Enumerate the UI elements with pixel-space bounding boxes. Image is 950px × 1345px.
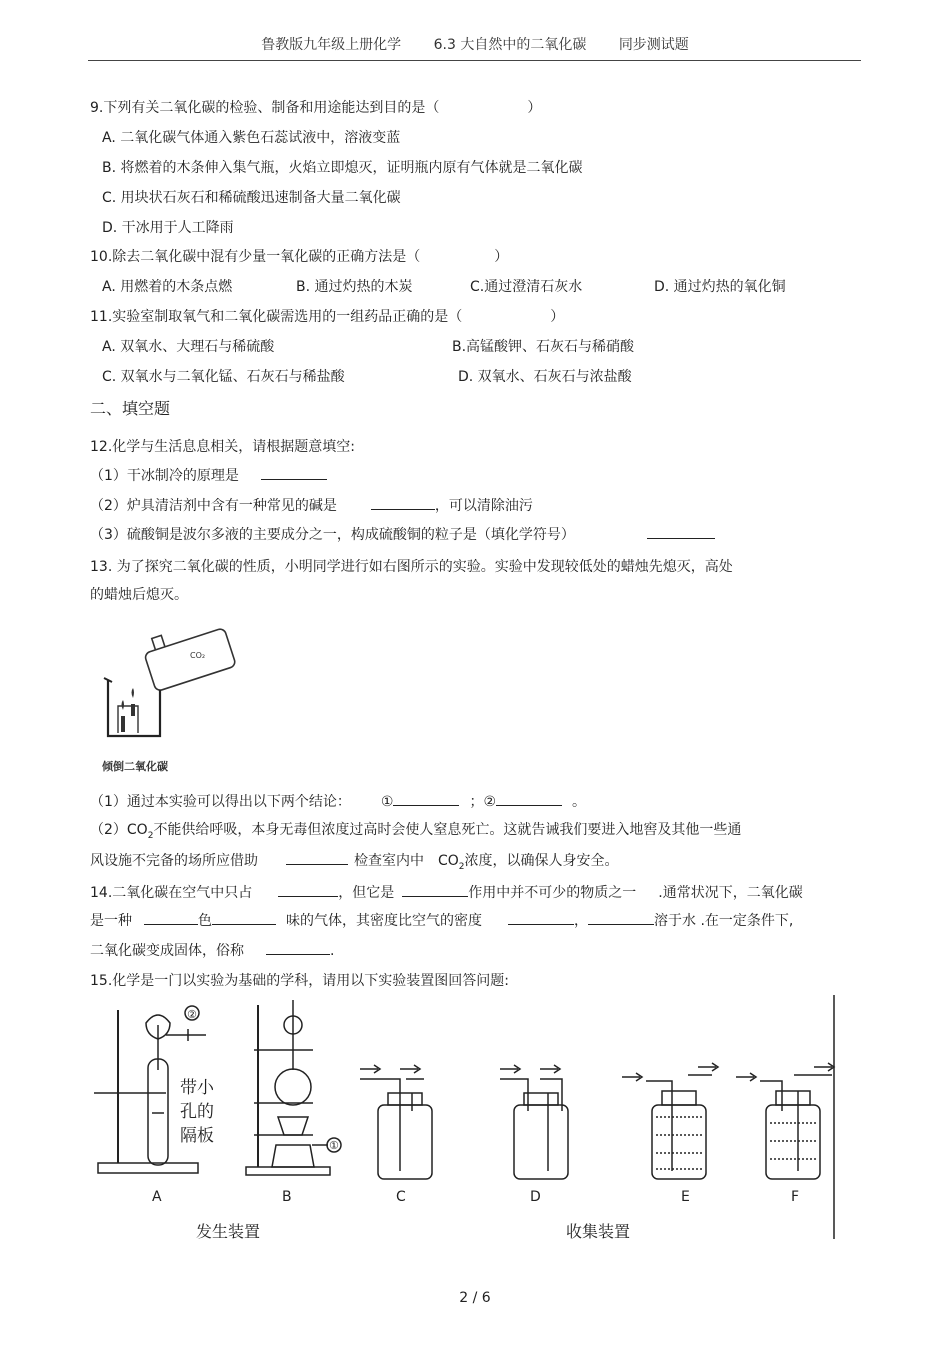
page-number: 2 / 6: [459, 1290, 491, 1306]
q13-co2-text: （2）CO: [90, 822, 148, 838]
q9-stem-text: 9.下列有关二氧化碳的检验、制备和用途能达到目的是（: [90, 100, 440, 116]
q11-stem-text: 11.实验室制取氧气和二氧化碳需选用的一组药品正确的是（: [90, 309, 463, 325]
q12-part3: [90, 524, 715, 545]
apparatus-f: [736, 1063, 834, 1179]
q13-line1: 13. 为了探究二氧化碳的性质，小明同学进行如右图所示的实验。实验中发现较低处的蜡烛先熄灭，高处: [90, 559, 733, 575]
label-a: A: [152, 1189, 162, 1205]
q14-blank-5[interactable]: [508, 910, 574, 925]
q12-part1-text: （1）干冰制冷的原理是: [90, 468, 239, 484]
q15-stem: 15.化学是一门以实验为基础的学科，请用以下实验装置图回答问题:: [90, 973, 509, 989]
q10-close: ）: [494, 249, 509, 265]
label-e: E: [681, 1189, 690, 1205]
label-c: C: [396, 1189, 406, 1205]
header-divider: [88, 60, 861, 61]
q9-option-b: B. 将燃着的木条伸入集气瓶，火焰立即熄灭，证明瓶内原有气体就是二氧化碳: [102, 160, 583, 176]
q14-l2-comma: ，: [574, 913, 588, 929]
apparatus-e: [622, 1063, 718, 1179]
board-label-2: 孔的: [180, 1102, 214, 1122]
q14-blank-6[interactable]: [588, 910, 654, 925]
q13-part2: [90, 820, 741, 846]
q10-stem-text: 10.除去二氧化碳中混有少量一氧化碳的正确方法是（: [90, 249, 421, 265]
q13-part2-text: 不能供给呼吸，本身无毒但浓度过高时会使人窒息死亡。这就告诫我们要进入地窖及其他一些通: [153, 822, 742, 838]
q9-stem: [90, 98, 541, 118]
q11-option-b: B.高锰酸钾、石灰石与稀硝酸: [452, 339, 635, 355]
apparatus-b: [246, 1000, 341, 1175]
q14-blank-1[interactable]: [278, 882, 338, 897]
q9-close: ）: [527, 100, 542, 116]
q12-blank-3[interactable]: [647, 524, 715, 539]
q12-part3-text: （3）硫酸铜是波尔多液的主要成分之一，构成硫酸铜的粒子是（填化学符号）: [90, 527, 575, 543]
q12-part2-text: （2）炉具清洁剂中含有一种常见的碱是: [90, 498, 337, 514]
q13-figure-co2-label: CO₂: [190, 651, 206, 660]
q13-circle-1: ①: [380, 794, 394, 810]
q12-part2-tail: ，可以清除油污: [434, 498, 533, 514]
q11-option-a: A. 双氧水、大理石与稀硫酸: [102, 339, 275, 355]
q13-part3-mid: 检查室内中: [354, 853, 424, 869]
q14-l2-text: 是一种: [90, 913, 132, 929]
board-label-3: 隔板: [180, 1126, 214, 1146]
q14-l3-period: .: [330, 943, 335, 959]
apparatus-d: [500, 1065, 568, 1179]
q13-figure-caption: 倾倒二氧化碳: [102, 760, 168, 773]
q10-option-d: D. 通过灼热的氧化铜: [654, 279, 786, 295]
q13-blank-1[interactable]: [393, 791, 459, 806]
q13-figure-pour-co2: [98, 618, 238, 778]
q9-option-a: A. 二氧化碳气体通入紫色石蕊试液中，溶液变蓝: [102, 130, 401, 146]
q10-option-b: B. 通过灼热的木炭: [296, 279, 413, 295]
q12-blank-2[interactable]: [371, 495, 435, 510]
q10-option-a: A. 用燃着的木条点燃: [102, 279, 233, 295]
q14-line2: [90, 910, 793, 931]
q14-line3: [90, 940, 334, 961]
q14-l2-mid: 味的气体，其密度比空气的密度: [286, 913, 482, 929]
q10-stem: [90, 247, 508, 267]
board-label-1: 带小: [180, 1078, 214, 1098]
caption-generation: 发生装置: [196, 1222, 261, 1241]
q12-blank-1[interactable]: [261, 465, 327, 480]
q9-option-d: D. 干冰用于人工降雨: [102, 220, 234, 236]
caption-collection: 收集装置: [566, 1222, 631, 1241]
q9-option-c: C. 用块状石灰石和稀硫酸迅速制备大量二氧化碳: [102, 190, 401, 206]
q14-l1-tail: .通常状况下，二氧化碳: [658, 885, 803, 901]
q14-blank-7[interactable]: [266, 940, 330, 955]
q13-circle-2: ；②: [469, 794, 497, 810]
q13-co2-subscript-2: 2: [458, 861, 465, 872]
q13-part3: [90, 850, 619, 877]
header-chapter: 6.3 大自然中的二氧化碳: [433, 37, 587, 53]
q11-stem: [90, 307, 564, 327]
q14-l1-text: 14.二氧化碳在空气中只占: [90, 885, 253, 901]
header-book: 鲁教版九年级上册化学: [261, 37, 402, 53]
q13-co2-text-2: CO: [438, 853, 459, 869]
q11-option-c: C. 双氧水与二氧化锰、石灰石与稀盐酸: [102, 369, 345, 385]
q13-blank-2[interactable]: [496, 791, 562, 806]
q14-l1-mid: ，但它是: [338, 885, 395, 901]
q14-l1-mid2: 作用中并不可少的物质之一: [468, 885, 637, 901]
q14-blank-3[interactable]: [144, 910, 198, 925]
q14-l2-tail: 溶于水 .在一定条件下,: [654, 913, 794, 929]
q13-part3-tail: 浓度，以确保人身安全。: [464, 853, 619, 869]
label-b: B: [282, 1189, 292, 1205]
label-d: D: [530, 1189, 541, 1205]
marker-1: ①: [329, 1139, 339, 1152]
q14-blank-4[interactable]: [212, 910, 276, 925]
q11-option-d: D. 双氧水、石灰石与浓盐酸: [458, 369, 632, 385]
marker-2: ②: [187, 1008, 197, 1021]
q10-option-c: C.通过澄清石灰水: [470, 279, 583, 295]
q13-blank-3[interactable]: [286, 850, 348, 865]
label-f: F: [791, 1189, 800, 1205]
page-header: [0, 34, 950, 54]
q13-part3-text: 风设施不完备的场所应借助: [90, 853, 258, 869]
q12-stem: 12.化学与生活息息相关，请根据题意填空:: [90, 439, 355, 455]
q13-co2-subscript: 2: [147, 830, 154, 841]
q12-part1: [90, 465, 327, 486]
q14-l3-text: 二氧化碳变成固体，俗称: [90, 943, 244, 959]
q13-part1: [90, 791, 586, 812]
q14-l2-color: 色: [198, 913, 212, 929]
header-type: 同步测试题: [618, 37, 689, 53]
section-fill-in-title: 二、填空题: [90, 399, 171, 418]
q14-line1: [90, 882, 803, 903]
q12-part2: [90, 495, 533, 516]
apparatus-c: [360, 1065, 432, 1179]
q13-line2: 的蜡烛后熄灭。: [90, 587, 188, 603]
q13-part1-text: （1）通过本实验可以得出以下两个结论：: [90, 794, 351, 810]
q13-period: 。: [572, 794, 587, 810]
q14-blank-2[interactable]: [402, 882, 468, 897]
q15-apparatus-figure: [88, 995, 848, 1250]
q11-close: ）: [550, 309, 565, 325]
